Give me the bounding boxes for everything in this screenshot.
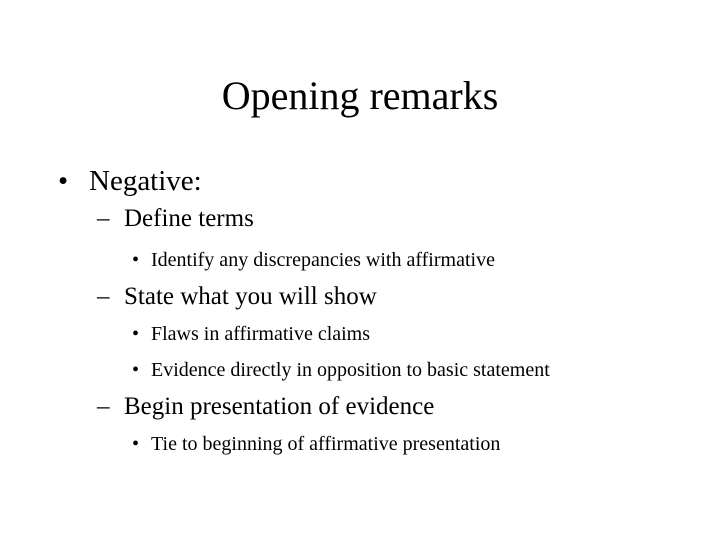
- bullet-marker: •: [58, 165, 69, 197]
- bullet-text: Negative:: [89, 165, 202, 197]
- bullet-text: Define terms: [124, 205, 254, 232]
- bullet-level-1: [58, 164, 202, 198]
- bullet-text: Evidence directly in opposition to basic statement: [151, 359, 550, 381]
- bullet-marker: •: [132, 323, 140, 345]
- bullet-text: Begin presentation of evidence: [124, 393, 435, 420]
- bullet-text: Tie to beginning of affirmative presentation: [151, 433, 501, 455]
- dash-marker: –: [97, 283, 110, 310]
- bullet-text: Identify any discrepancies with affirmative: [151, 249, 495, 271]
- bullet-level-2: [97, 392, 434, 422]
- bullet-marker: •: [132, 359, 140, 381]
- bullet-text: Flaws in affirmative claims: [151, 323, 371, 345]
- bullet-level-3: [132, 432, 500, 456]
- bullet-level-2: [97, 204, 254, 234]
- bullet-marker: •: [132, 433, 140, 455]
- bullet-level-3: [132, 322, 370, 346]
- bullet-marker: •: [132, 249, 140, 271]
- bullet-text: State what you will show: [124, 283, 377, 310]
- bullet-level-3: [132, 248, 495, 272]
- dash-marker: –: [97, 205, 110, 232]
- bullet-level-3: [132, 358, 550, 382]
- dash-marker: –: [97, 393, 110, 420]
- bullet-level-2: [97, 282, 377, 312]
- slide-title: Opening remarks: [221, 73, 499, 118]
